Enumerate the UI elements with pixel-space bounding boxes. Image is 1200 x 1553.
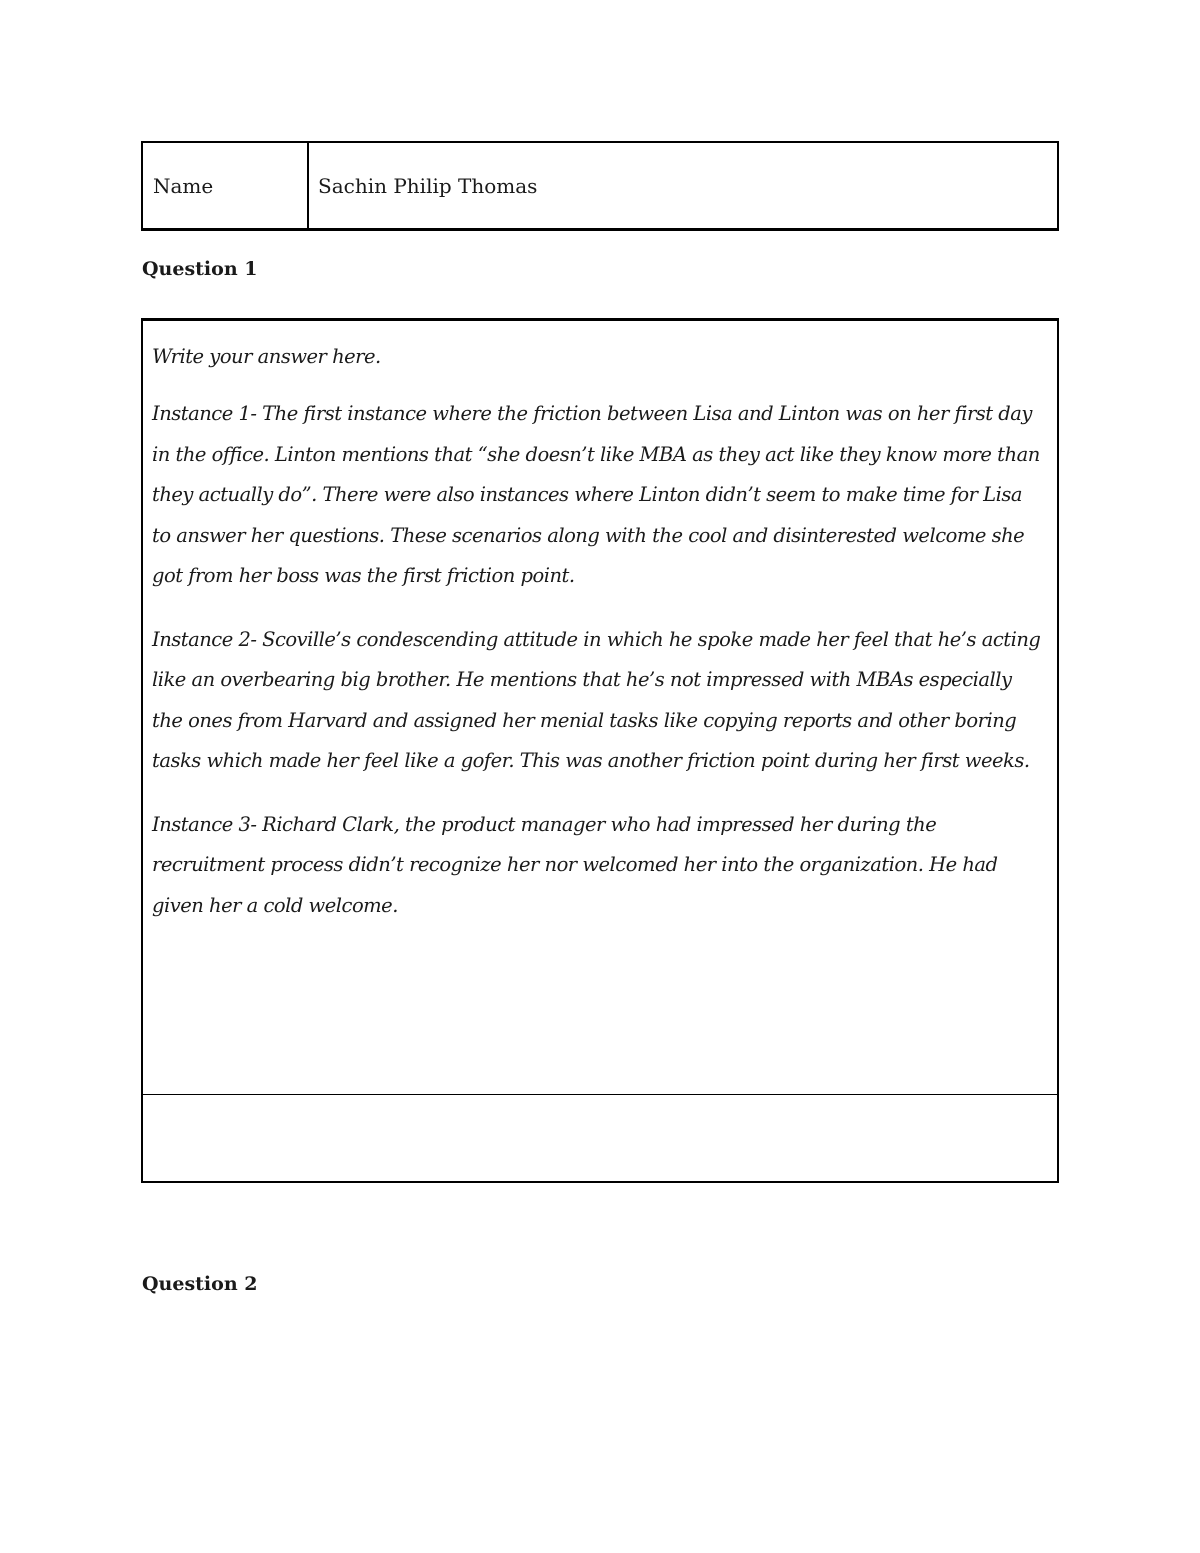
answer-prompt: Write your answer here. [152,345,381,368]
empty-answer-cell[interactable] [143,1093,1057,1181]
name-value: Sachin Philip Thomas [318,173,538,198]
answer-cell[interactable] [143,321,1057,1095]
answer-table [141,318,1059,1183]
question-2-heading: Question 2 [142,1273,258,1295]
name-table [141,141,1059,231]
question-1-heading: Question 1 [142,258,258,280]
answer-paragraph-instance-1: Instance 1- The first instance where the friction between Lisa and Linton was on her first day in the office. Linton mentions that “she doesn’t like MBA as they act like they know more than they actually do”. There were also instances where Linton didn’t seem to make time for Lisa to answer her questions. These scenarios along with the cool and disinterested welcome she got from her boss was the first friction point. [152,402,1040,587]
answer-paragraph-instance-3: Instance 3- Richard Clark, the product manager who had impressed her during the recruitment process didn’t recognize her nor welcomed her into the organization. He had given her a cold welcome. [152,812,998,917]
name-label: Name [143,143,309,228]
answer-paragraph-instance-2: Instance 2- Scoville’s condescending attitude in which he spoke made her feel that he’s acting like an overbearing big brother. He mentions that he’s not impressed with MBAs especially the ones from Harvard and assigned her menial tasks like copying reports and other boring tasks which made her feel like a gofer. This was another friction point during her first weeks. [152,627,1041,772]
